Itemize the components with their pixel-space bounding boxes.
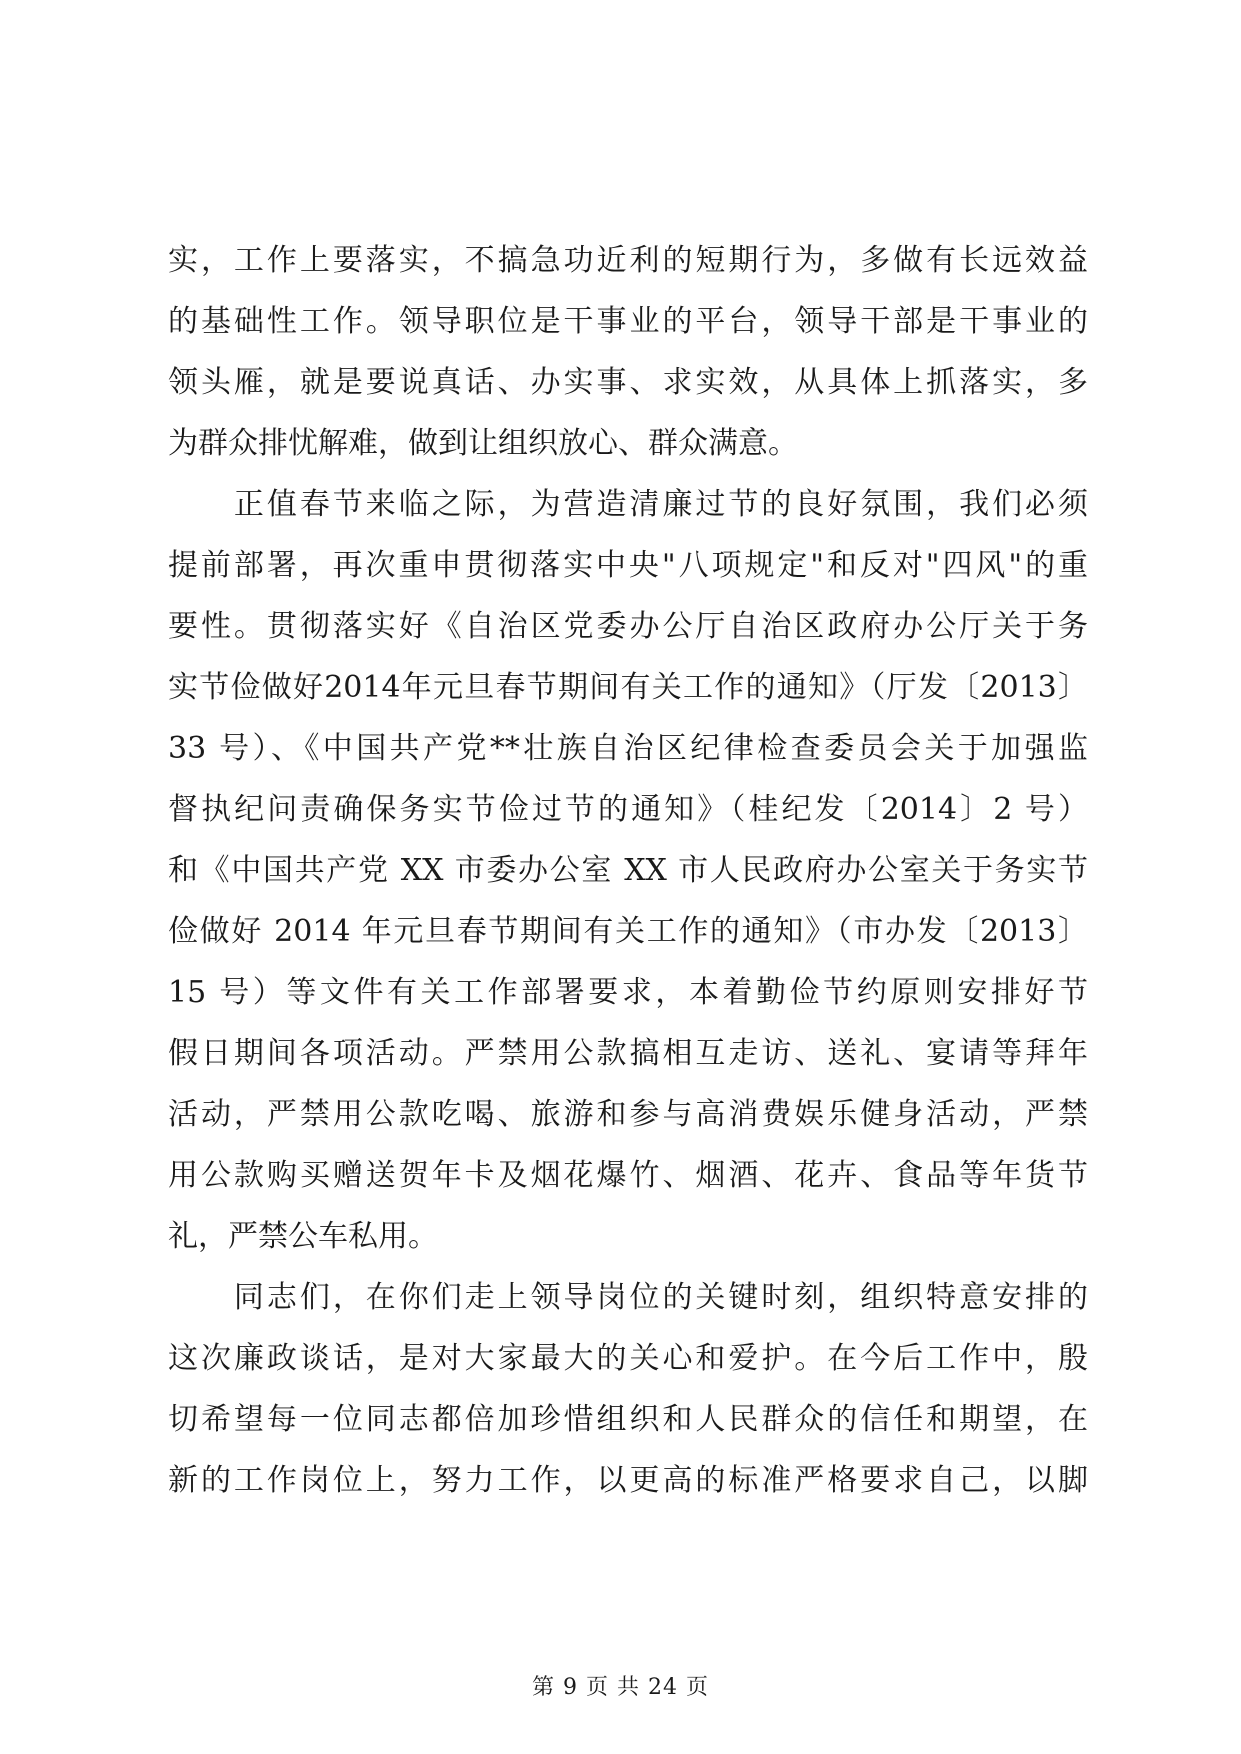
page-footer: 第 9 页 共 24 页 [532,1675,709,1700]
text-line: 同志们，在你们走上领导岗位的关键时刻，组织特意安排的 [168,1280,1088,1315]
text-line: 活动，严禁用公款吃喝、旅游和参与高消费娱乐健身活动，严禁 [168,1097,1088,1132]
text-line: 切希望每一位同志都倍加珍惜组织和人民群众的信任和期望，在 [168,1402,1088,1437]
text-line: 正值春节来临之际，为营造清廉过节的良好氛围，我们必须 [168,487,1088,522]
text-line: 新的工作岗位上，努力工作，以更高的标准严格要求自己，以脚 [168,1463,1088,1498]
text-line: 实节俭做好2014年元旦春节期间有关工作的通知》（厅发〔2013〕 [168,670,1088,705]
text-line: 要性。贯彻落实好《自治区党委办公厅自治区政府办公厅关于务 [168,609,1088,644]
text-line: 领头雁，就是要说真话、办实事、求实效，从具体上抓落实，多 [168,365,1088,400]
text-line: 用公款购买赠送贺年卡及烟花爆竹、烟酒、花卉、食品等年货节 [168,1158,1088,1193]
text-line: 33 号）、《中国共产党**壮族自治区纪律检查委员会关于加强监 [168,731,1088,766]
text-line: 督执纪问责确保务实节俭过节的通知》（桂纪发〔2014〕2 号） [168,792,1088,827]
text-line: 的基础性工作。领导职位是干事业的平台，领导干部是干事业的 [168,304,1088,339]
text-line: 和《中国共产党 XX 市委办公室 XX 市人民政府办公室关于务实节 [168,853,1088,888]
text-line: 为群众排忧解难，做到让组织放心、群众满意。 [168,426,798,461]
text-line: 礼，严禁公车私用。 [168,1219,438,1254]
text-line: 提前部署，再次重申贯彻落实中央"八项规定"和反对"四风"的重 [168,548,1088,583]
text-line: 实，工作上要落实，不搞急功近利的短期行为，多做有长远效益 [168,243,1088,278]
text-line: 俭做好 2014 年元旦春节期间有关工作的通知》（市办发〔2013〕 [168,914,1088,949]
body-text [168,230,1088,1511]
text-line: 这次廉政谈话，是对大家最大的关心和爱护。在今后工作中，殷 [168,1341,1088,1376]
text-line: 15 号）等文件有关工作部署要求，本着勤俭节约原则安排好节 [168,975,1088,1010]
text-line: 假日期间各项活动。严禁用公款搞相互走访、送礼、宴请等拜年 [168,1036,1088,1071]
